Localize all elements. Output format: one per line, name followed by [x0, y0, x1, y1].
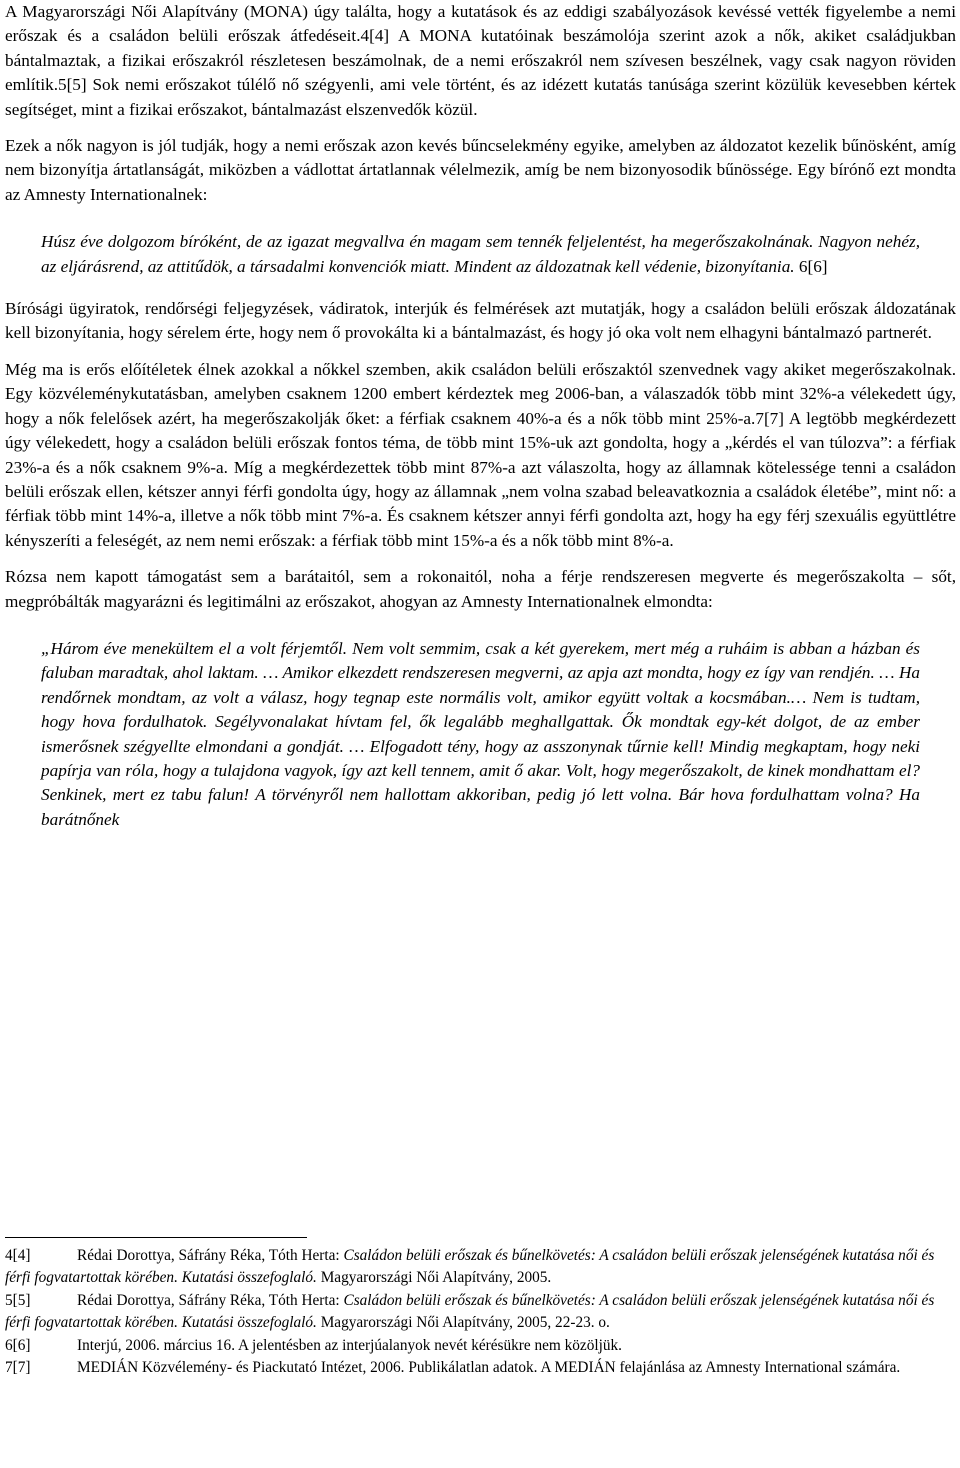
footnote-5 — [5, 1290, 950, 1335]
footnote-divider — [5, 1237, 307, 1238]
footnote-7 — [5, 1357, 950, 1379]
footnote-6 — [5, 1335, 950, 1357]
paragraph-court-records: Bírósági ügyiratok, rendőrségi feljegyzések, vádiratok, interjúk és felmérések azt mutatják, hogy a családon belüli erőszak áldozatának kell bizonyítania, hogy sérelem érte, hogy nem ő provokálta ki a bántalmazást, és hogy jó oka volt nem elhagyni bántalmazó partnerét. — [5, 299, 956, 343]
quote-rozsa: „Három éve menekültem el a volt férjemtől. Nem volt semmim, csak a két gyerekem, mert még a ruháim is abban a házban és faluban maradtak, ahol laktam. … Amikor elkezdett rendszeresen megverni, az apja azt mondta, hogy ez így van rendjén. … Ha rendőrnek mondtam, az volt a válasz, hogy tegnap este normális volt, amikor együtt voltak a kocsmában.… Nem is tudtam, hogy hova fordulhatok. Segélyvonalakat hívtam fel, ők legalább meghallgattak. Ők mondtak egy-két dolgot, de az ember ismerősnek szégyellte elmondani a gondját. … Elfogadott tény, hogy az asszonynak tűrnie kell! Mindig megkaptam, hogy neki papírja van róla, hogy a tulajdona vagyok, így azt kell tennem, amit ő akar. Volt, hogy megerőszakolt, de kinek mondhattam el? Senkinek, mert ez tabu falun! A törvényről nem hallottam akkoriban, pedig jó lett volna. Bár hova fordulhattam volna? Ha barátnőnek — [41, 638, 920, 829]
paragraph-prejudices: Még ma is erős előítéletek élnek azokkal a nőkkel szemben, akik családon belüli erőszaktól szenvednek vagy akiket megerőszakolnak. Egy közvéleménykutatásban, amelyben csaknem 1200 embert kérdeztek meg 2006-ban, a válaszadók több mint 32%-a vélekedett úgy, hogy a nők felelősek azért, ha megerőszakolják őket: a férfiak csaknem 40%-a és a nők több mint 25%-a.7[7] A legtöbb megkérdezett úgy vélekedett, hogy a családon belüli erőszak fontos téma, de több mint 15%-uk azt gondolta, hogy a „kérdés el van túlozva”: a férfiak 23%-a és a nők csaknem 9%-a. Míg a megkérdezettek több mint 87%-a azt válaszolta, hogy az államnak kötelessége tenni a családon belüli erőszak ellen, kétszer annyi férfi gondolta úgy, hogy az államnak „nem volna szabad beleavatkoznia a családok életébe”, mint nő: a férfiak több mint 14%-a, illetve a nők több mint 7%-a. És csaknem kétszer annyi férfi gondolta azt, hogy ha egy férj szexuális együttlétre kényszeríti a feleségét, az nem nemi erőszak: a férfiak több mint 15%-a és a nők több mint 8%-a. — [5, 359, 956, 550]
footnote-publisher: Magyarországi Női Alapítvány, 2005, 22-23. o. — [316, 1314, 610, 1332]
footnote-authors: Rédai Dorottya, Sáfrány Réka, Tóth Herta: — [77, 1291, 344, 1309]
footnote-title: Családon belüli erőszak és bűnelkövetés: A családon belüli erőszak jelenségének kutatása női és férfi fogvatartottak körében. Kutatási összefoglaló. — [5, 1247, 935, 1287]
paragraph-rozsa-intro: Rózsa nem kapott támogatást sem a barátaitól, sem a rokonaitól, noha a férje rendszeresen megverte és megerőszakolta – sőt, megpróbálták magyarázni és legitimálni az erőszakot, ahogyan az Amnesty Internationalnek elmondta: — [5, 567, 956, 611]
paragraph-judge-intro: Ezek a nők nagyon is jól tudják, hogy a nemi erőszak azon kevés bűncselekmény egyike, amelyben az áldozatot kezelik bűnösként, amíg nem bizonyítja ártatlanságát, miközben a vádlottat ártatlannak vélelmezik, amíg be nem bizonyosodik bűnössége. Egy bírónő ezt mondta az Amnesty Internationalnek: — [5, 136, 956, 204]
footnote-number: 4[4] — [5, 1247, 31, 1264]
footnotes — [5, 1245, 950, 1379]
footnote-4 — [5, 1245, 950, 1290]
paragraph-mona-findings: A Magyarországi Női Alapítvány (MONA) úgy találta, hogy a kutatások és az eddigi szabályozások kevéssé vették figyelembe a nemi erőszak és a családon belüli erőszak átfedéseit.4[4] A MONA kutatóinak beszámolója szerint azok a nők, akiket családjukban bántalmaztak, a fizikai erőszakról részletesen beszámolnak, de a nemi erőszakról nem szívesen beszélnek, vagy csak nagyon röviden említik.5[5] Sok nemi erőszakot túlélő nő szégyenli, ami vele történt, és az idézett kutatás tanúsága szerint közülük kevesebben kértek segítséget, mint a fizikai erőszakot, bántalmazást elszenvedők közül. — [5, 2, 956, 119]
quote-judge-text: Húsz éve dolgozom bíróként, de az igazat megvallva én magam sem tennék feljelentést, ha megerőszakolnának. Nagyon nehéz, az eljárásrend, az attitűdök, a társadalmi konvenciók miatt. Mindent az áldozatnak kell védenie, bizonyítania. — [41, 232, 920, 276]
footnote-number: 7[7] — [5, 1359, 31, 1377]
footnote-text: MEDIÁN Közvélemény- és Piackutató Intézet, 2006. Publikálatlan adatok. A MEDIÁN felajánlása az Amnesty International számára. — [77, 1359, 901, 1377]
footnote-number: 6[6] — [5, 1336, 31, 1354]
quote-judge — [41, 230, 920, 279]
footnote-publisher: Magyarországi Női Alapítvány, 2005. — [316, 1269, 552, 1287]
footnote-authors: Rédai Dorottya, Sáfrány Réka, Tóth Herta: — [77, 1247, 344, 1264]
footnote-number: 5[5] — [5, 1291, 31, 1309]
footnote-title: Családon belüli erőszak és bűnelkövetés: A családon belüli erőszak jelenségének kutatása női és férfi fogvatartottak körében. Kutatási összefoglaló. — [5, 1291, 935, 1332]
quote-judge-ref: 6[6] — [794, 256, 828, 276]
footnote-text: Interjú, 2006. március 16. A jelentésben az interjúalanyok nevét kérésükre nem közöljük. — [77, 1336, 622, 1354]
